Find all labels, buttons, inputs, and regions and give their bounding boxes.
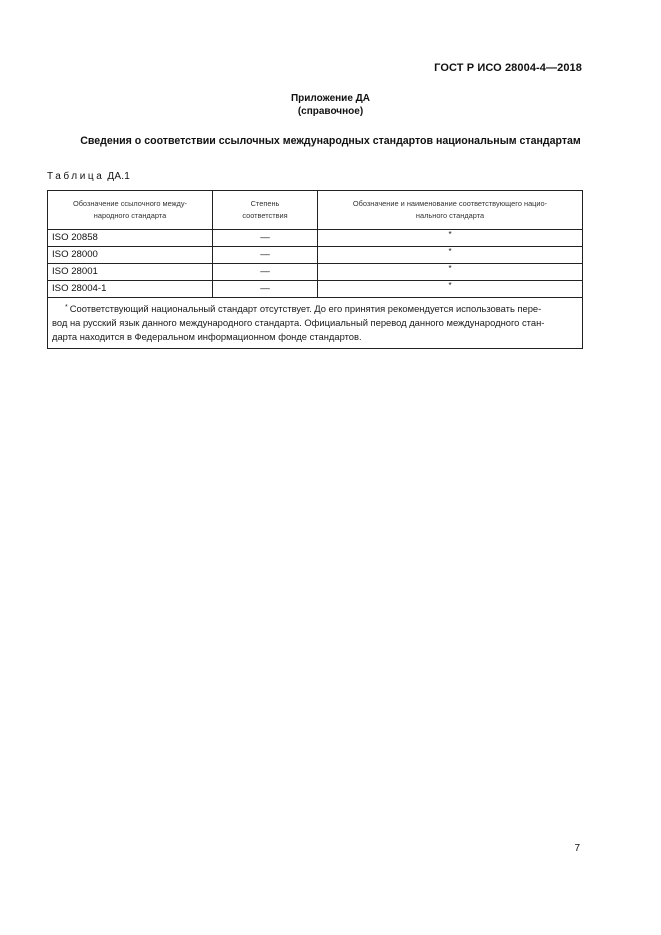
footnote-line: дарта находится в Федеральном информационном фонде стандартов. <box>52 331 362 342</box>
column-header-national-standard <box>318 191 583 230</box>
reference-code-cell: ISO 20858 <box>48 230 213 247</box>
header-line: народного стандарта <box>93 211 167 220</box>
appendix-subtitle: (справочное) <box>297 106 364 117</box>
reference-code-cell: ISO 28004-1 <box>48 281 213 298</box>
appendix-heading <box>0 92 661 118</box>
reference-code-cell: ISO 28001 <box>48 264 213 281</box>
header-line: Обозначение ссылочного междy- <box>72 199 188 208</box>
footnote-row <box>48 298 583 349</box>
footnote-line: вод на русский язык данного международного стандарта. Официальный перевод данного международного стан- <box>52 317 545 328</box>
table-row <box>48 230 583 247</box>
column-header-degree <box>213 191 318 230</box>
header-line: соответствия <box>242 211 288 220</box>
degree-cell: — <box>213 281 318 298</box>
table-caption-word: Таблица <box>47 171 105 182</box>
header-line: нального стандарта <box>415 211 485 220</box>
national-standard-cell: * <box>318 264 583 281</box>
table-row <box>48 264 583 281</box>
national-standard-cell: * <box>318 230 583 247</box>
table-row <box>48 281 583 298</box>
degree-cell: — <box>213 264 318 281</box>
correspondence-table <box>47 190 583 349</box>
header-line: Обозначение и наименование соответствующего нацио- <box>352 199 548 208</box>
degree-cell: — <box>213 247 318 264</box>
section-title: Сведения о соответствии ссылочных международных стандартов национальным стандартам <box>80 135 581 147</box>
table-header-row <box>48 191 583 230</box>
table-caption-number: ДА.1 <box>107 171 130 182</box>
degree-cell: — <box>213 230 318 247</box>
appendix-title: Приложение ДА <box>290 93 371 104</box>
footnote-line: Соответствующий национальный стандарт отсутствует. До его принятия рекомендуется использовать пере- <box>69 303 542 314</box>
standard-id: ГОСТ Р ИСО 28004-4—2018 <box>434 62 582 74</box>
national-standard-cell: * <box>318 247 583 264</box>
table-footnote <box>48 298 583 349</box>
national-standard-cell: * <box>318 281 583 298</box>
column-header-reference-standard <box>48 191 213 230</box>
header-line: Степень <box>250 199 280 208</box>
footnote-mark: * <box>65 304 68 311</box>
table-row <box>48 247 583 264</box>
table-caption <box>47 171 130 182</box>
page-number: 7 <box>574 843 580 854</box>
reference-code-cell: ISO 28000 <box>48 247 213 264</box>
